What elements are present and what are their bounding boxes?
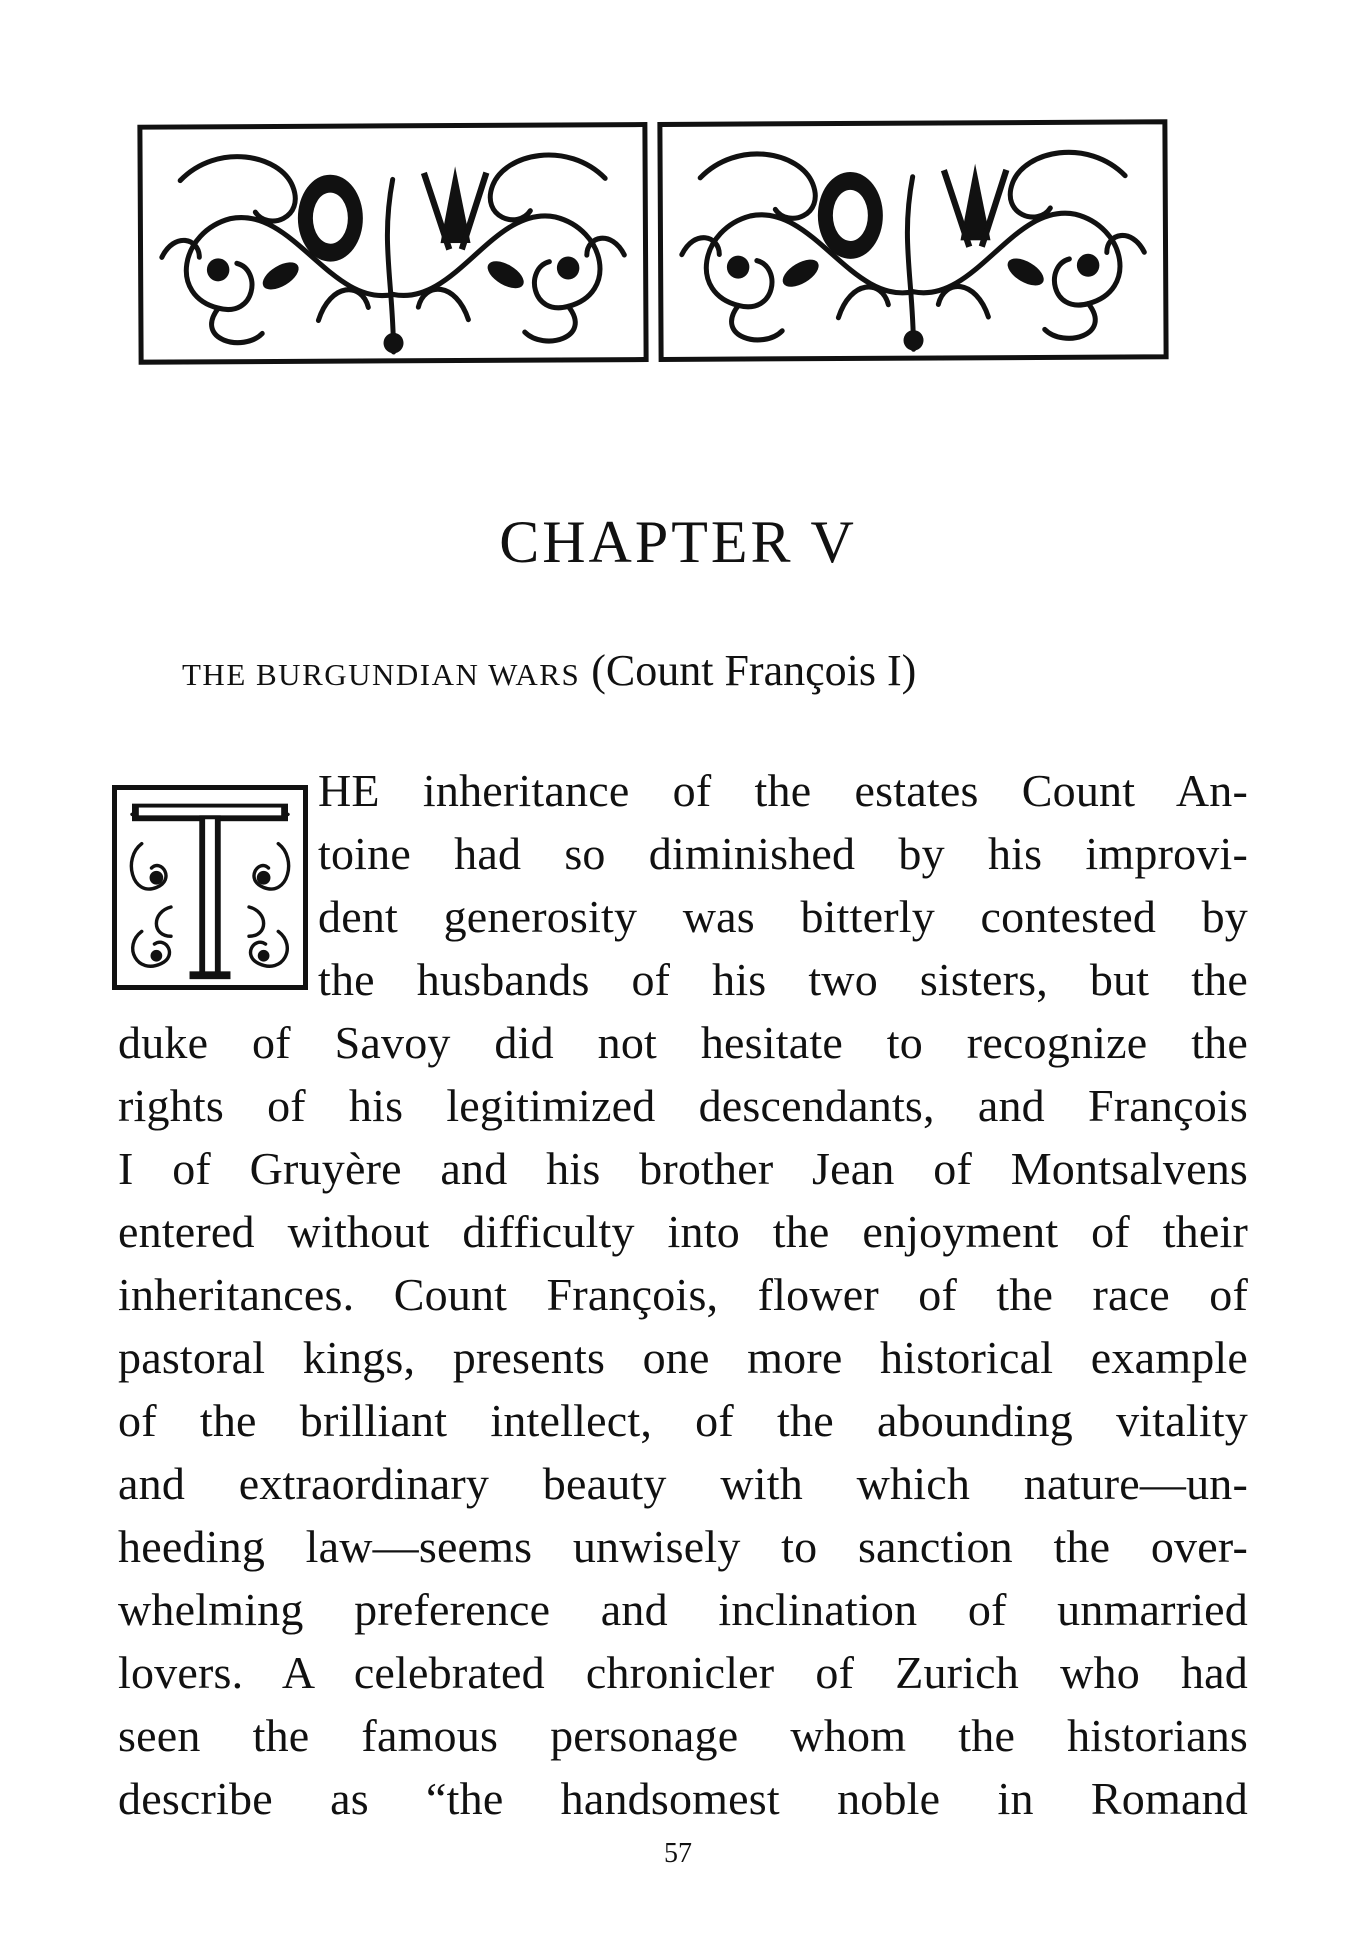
body-line-3: dent generosity was bitterly contested by (318, 891, 1248, 942)
body-line-1: HE inheritance of the estates Count An- (318, 765, 1248, 816)
chapter-subtitle (182, 645, 1182, 696)
subtitle-small-caps: THE BURGUNDIAN WARS (182, 657, 581, 692)
headpiece-panel-right (657, 119, 1168, 362)
body-line-17: describe as “the handsomest noble in Romand (118, 1773, 1248, 1824)
body-line-10: pastoral kings, presents one more historical example (118, 1332, 1248, 1383)
chapter-title: CHAPTER V (499, 509, 857, 575)
subtitle-count: (Count François I) (591, 646, 917, 695)
floral-scroll-headpiece (137, 119, 1168, 364)
headpiece-panel-left (137, 122, 648, 365)
body-line-6: rights of his legitimized descendants, and François (118, 1080, 1248, 1131)
body-line-11: of the brilliant intellect, of the abounding vitality (118, 1395, 1248, 1446)
body-line-14: whelming preference and inclination of unmarried (118, 1584, 1248, 1635)
foliate-initial-ornament-icon (117, 790, 303, 985)
body-line-4: the husbands of his two sisters, but the (318, 954, 1248, 1005)
floral-scroll-icon (662, 124, 1163, 357)
body-line-8: entered without difficulty into the enjoyment of their (118, 1206, 1248, 1257)
body-line-13: heeding law—seems unwisely to sanction the over- (118, 1521, 1248, 1572)
body-line-2: toine had so diminished by his improvi- (318, 828, 1248, 879)
floral-scroll-icon (142, 127, 643, 360)
page-number: 57 (664, 1838, 692, 1869)
body-line-5: duke of Savoy did not hesitate to recognize the (118, 1017, 1248, 1068)
body-line-16: seen the famous personage whom the historians (118, 1710, 1248, 1761)
body-line-12: and extraordinary beauty with which nature—un- (118, 1458, 1248, 1509)
drop-cap-initial (112, 785, 308, 990)
body-line-9: inheritances. Count François, flower of the race of (118, 1269, 1248, 1320)
body-line-7: I of Gruyère and his brother Jean of Montsalvens (118, 1143, 1248, 1194)
body-line-15: lovers. A celebrated chronicler of Zurich who had (118, 1647, 1248, 1698)
